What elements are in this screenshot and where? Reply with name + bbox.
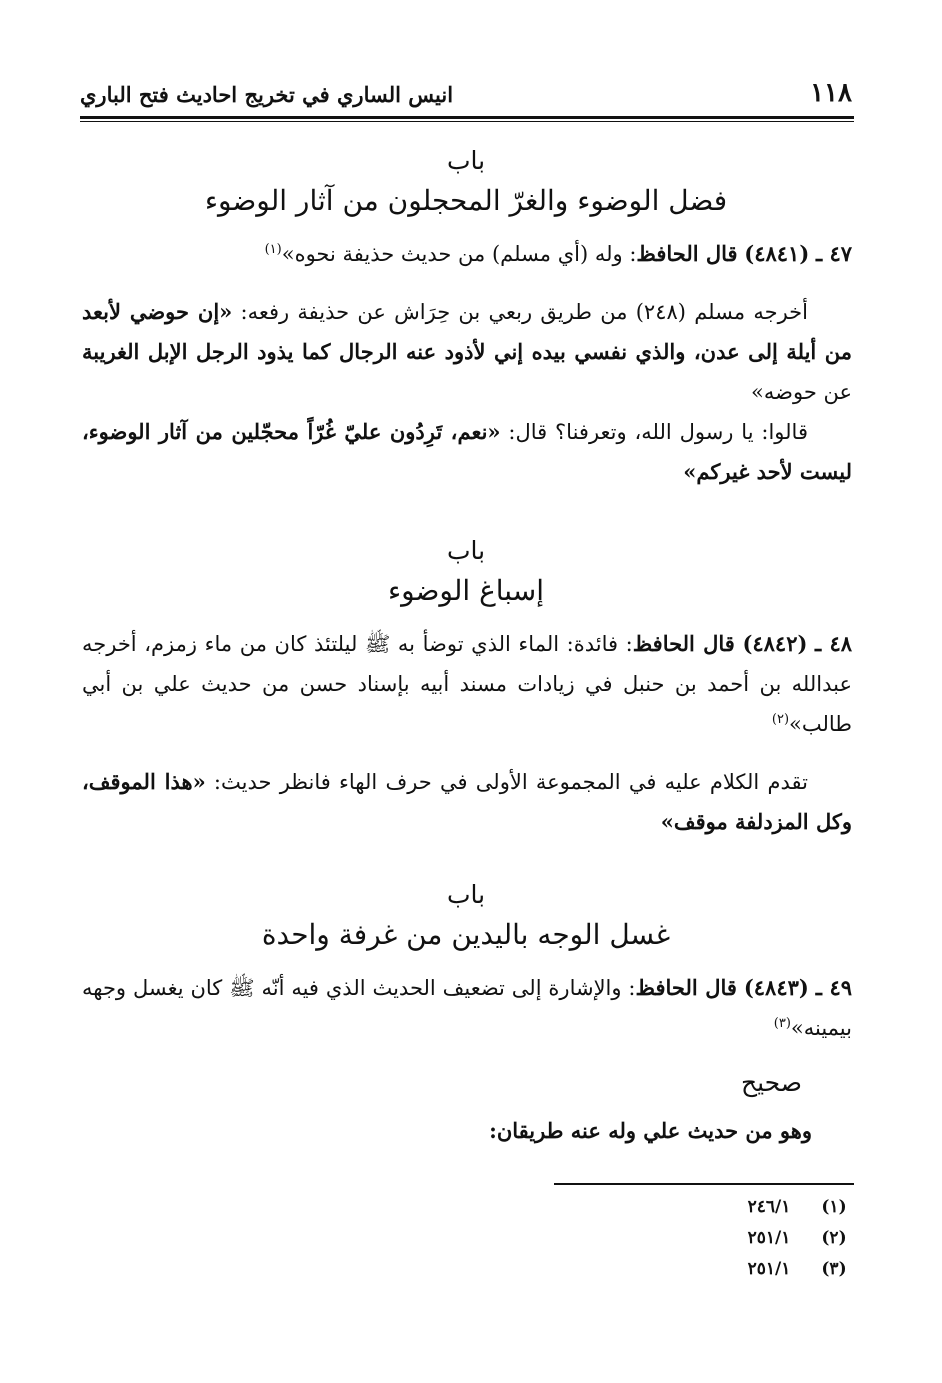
- footnote-rule: [554, 1183, 854, 1185]
- verdict-heading: صحيح: [740, 1068, 802, 1097]
- section-2-bab: باب: [446, 536, 486, 565]
- hafiz-label: قال الحافظ: [635, 975, 737, 1000]
- footnote-number: (١): [821, 1197, 847, 1217]
- qalu-paragraph: [82, 412, 852, 492]
- hadith-ref: (٤٨٤١): [744, 241, 810, 266]
- footnote-reference: ٢٤٦/١: [747, 1197, 791, 1217]
- footnotes: [654, 1192, 854, 1285]
- hafiz-label: قال الحافظ: [636, 241, 738, 266]
- footnote-number: (٢): [821, 1228, 847, 1248]
- hadith-number: ٤٧ ـ: [815, 241, 852, 266]
- footnote-item: [654, 1254, 854, 1285]
- cross-reference-text: تقدم الكلام عليه في المجموعة الأولى في حرف الهاء فانظر حديث:: [205, 770, 808, 794]
- hadith-ref: (٤٨٤٢): [742, 631, 808, 656]
- takhrij-end: عن حوضه»: [751, 380, 852, 404]
- routes-note: وهو من حديث علي وله عنه طريقان:: [489, 1118, 812, 1143]
- footnote-marker: (٢): [771, 712, 790, 727]
- footnote-marker: (٣): [773, 1016, 791, 1031]
- page-number: ١١٨: [810, 78, 852, 108]
- footnote-item: [654, 1192, 854, 1223]
- hadith-47: [82, 234, 852, 274]
- header-rule: [80, 116, 854, 119]
- section-3-bab: باب: [446, 880, 486, 909]
- footnote-reference: ٢٥١/١: [747, 1259, 791, 1279]
- section-1-title: فضل الوضوء والغرّ المحجلون من آثار الوضوء: [204, 184, 728, 217]
- hafiz-quote: : والإشارة إلى تضعيف الحديث الذي فيه أنّه ﷺ كان يغسل وجهه بيمينه»: [82, 976, 852, 1040]
- hafiz-quote: : وله (أي مسلم) من حديث حذيفة نحوه»: [281, 242, 637, 266]
- footnote-number: (٣): [821, 1259, 847, 1279]
- qalu-text: قالوا: يا رسول الله، وتعرفنا؟ قال:: [500, 420, 808, 444]
- section-1-bab: باب: [446, 146, 486, 175]
- hadith-49: [82, 968, 852, 1048]
- hadith-number: ٤٩ ـ: [815, 975, 852, 1000]
- section-2-title: إسباغ الوضوء: [387, 574, 544, 607]
- cross-reference-paragraph: [82, 762, 852, 842]
- header-rule-thin: [80, 121, 854, 122]
- hafiz-label: قال الحافظ: [632, 631, 735, 656]
- hadith-ref: (٤٨٤٣): [743, 975, 809, 1000]
- footnote-item: [654, 1223, 854, 1254]
- hadith-48: [82, 624, 852, 744]
- qalu-matn: «نعم، تَرِدُون عليّ غُرّاً محجّلين من آثار الوضوء، ليست لأحد غيركم»: [82, 419, 852, 484]
- takhrij-paragraph: [82, 292, 852, 412]
- section-3-title: غسل الوجه باليدين من غرفة واحدة: [261, 918, 671, 951]
- takhrij-matn: «إن حوضي لأبعد من أيلة إلى عدن، والذي نفسي بيده إني لأذود عنه الرجال كما يذود الرجل الإبل الغريبة: [82, 299, 852, 364]
- page-header: [80, 78, 852, 114]
- hafiz-quote: : فائدة: الماء الذي توضأ به ﷺ ليلتئذ كان من ماء زمزم، أخرجه عبدالله بن أحمد بن حنبل في زيادات مسند أبيه بإسناد حسن من حديث علي بن أبي طالب»: [82, 632, 852, 736]
- takhrij-text: أخرجه مسلم (٢٤٨) من طريق ربعي بن حِرَاش عن حذيفة رفعه:: [232, 300, 808, 324]
- footnote-reference: ٢٥١/١: [747, 1228, 791, 1248]
- footnote-marker: (١): [264, 242, 282, 257]
- book-title: انيس الساري في تخريج احاديث فتح الباري: [80, 82, 454, 107]
- hadith-number: ٤٨ ـ: [815, 631, 852, 656]
- cross-reference-hadith: «هذا الموقف، وكل المزدلفة موقف»: [82, 769, 852, 834]
